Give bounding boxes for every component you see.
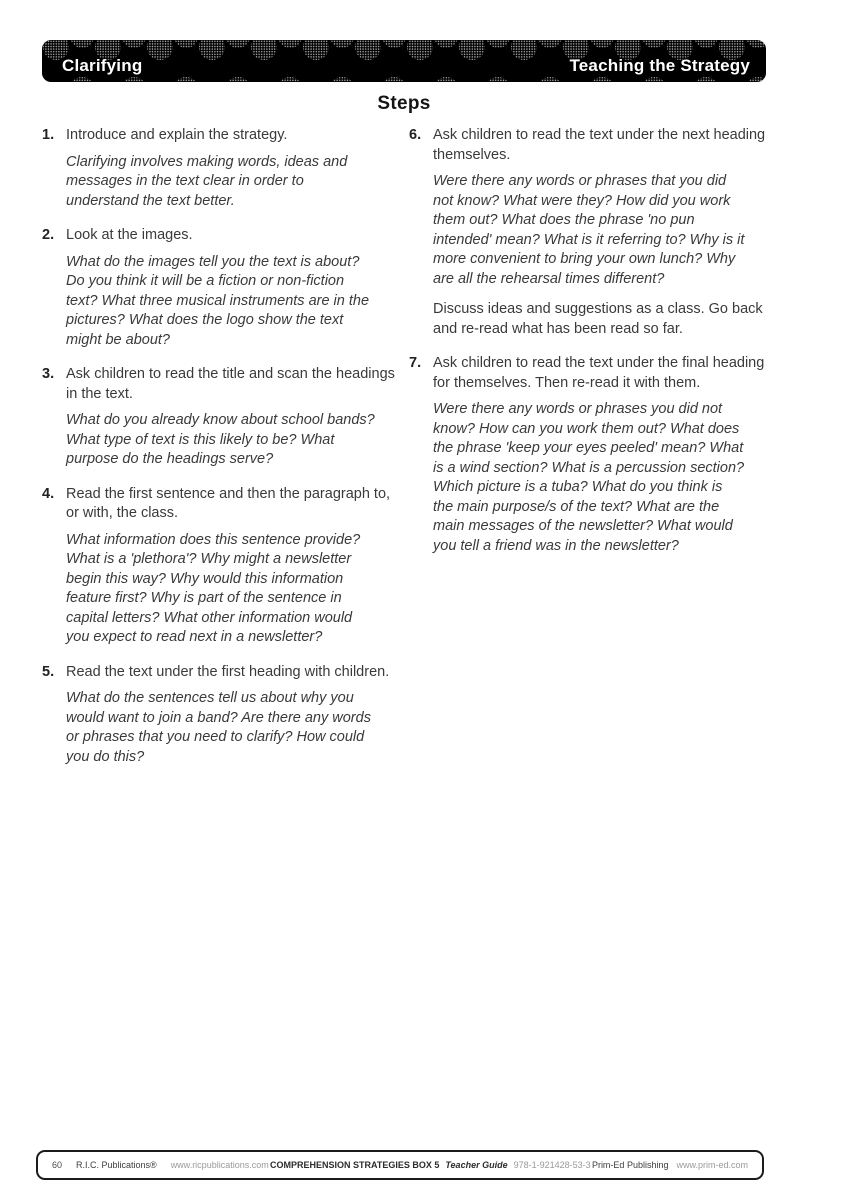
step-lead: Introduce and explain the strategy. [66,127,288,143]
step-paragraph: What do the images tell you the text is about? Do you think it will be a fiction or non-fiction text? What three musical instruments are in the pictures? What does the logo show the text might be about? [66,253,370,348]
step-item [409,354,766,567]
step-lead: Ask children to read the title and scan the headings in the text. [66,366,395,402]
footer-series-title: COMPREHENSION STRATEGIES BOX 5 [270,1160,440,1170]
footer-publisher-left-url: www.ricpublications.com [170,1160,269,1170]
step-paragraph: What do the sentences tell us about why you would want to join a band? Are there any words or phrases that you need to clarify? How could you do this? [66,690,371,765]
step-paragraph: Were there any words or phrases that you did not know? What were they? How did you work them out? What does the phrase 'no pun intended' mean? What is it referring to? Why is it more convenient to bring your own lunch? Why are all the rehearsal times different? [433,173,745,287]
header-strategy-label: Clarifying [62,56,143,75]
step-item [42,485,399,659]
step-paragraph: Discuss ideas and suggestions as a class. Go back and re-read what has been read so far. [433,301,763,337]
header-banner [42,40,766,82]
step-paragraph: Were there any words or phrases you did not know? How can you work them out? What does the phrase 'keep your eyes peeled' mean? What is a wind section? What is a percussion section? Which picture is a tuba? What do you think is the main purpose/s of the text? What are the main messages of the newsletter? What would you tell a friend was in the newsletter? [433,401,745,554]
step-body [66,126,399,222]
step-number: 6. [409,127,422,143]
step-paragraph: What do you already know about school bands? What type of text is this likely to be? What purpose do the headings serve? [66,412,375,467]
steps-columns [42,126,766,782]
step-number: 4. [42,485,55,502]
step-item [42,663,399,779]
step-number: 2. [42,227,55,243]
step-body [433,126,766,350]
header-section-label: Teaching the Strategy [569,56,750,75]
step-number: 1. [42,127,55,143]
footer-publisher-right: Prim-Ed Publishing [591,1160,669,1170]
step-paragraph: What information does this sentence provide? What is a 'plethora'? Why might a newsletter begin this way? Why would this information feature first? Why is part of the sentence in capital letters? What other information would you expect to read next in a newsletter? [66,531,361,645]
step-item [42,126,399,222]
step-body [66,365,399,481]
step-item [42,226,399,361]
step-lead: Ask children to read the text under the final heading for themselves. Then re-read it with them. [433,355,765,391]
step-body [66,663,399,779]
footer-center-group [270,1160,591,1170]
step-item [42,365,399,481]
page-title: Steps [377,93,431,114]
footer-isbn: 978-1-921428-53-3 [513,1160,591,1170]
step-body [433,354,766,567]
step-number: 5. [42,663,55,680]
page-number: 60 [52,1160,63,1170]
step-paragraph: Clarifying involves making words, ideas and messages in the text clear in order to understand the text better. [66,153,348,209]
footer-left-group [52,1160,269,1170]
footer-guide-title: Teacher Guide [445,1160,508,1170]
step-lead: Ask children to read the text under the next heading themselves. [433,127,766,163]
step-lead: Read the text under the first heading with children. [66,663,390,680]
step-body [66,485,399,659]
step-lead: Read the first sentence and then the paragraph to, or with, the class. [66,485,391,521]
footer-publisher-left: R.I.C. Publications® [76,1160,157,1170]
step-lead: Look at the images. [66,227,193,243]
step-number: 3. [42,366,55,382]
steps-column-right [409,126,766,782]
step-item [409,126,766,350]
step-number: 7. [409,355,422,371]
footer-bar [36,1150,764,1180]
step-body [66,226,399,361]
footer-right-group [592,1160,748,1170]
footer-publisher-right-url: www.prim-ed.com [676,1160,748,1170]
steps-column-left [42,126,399,782]
